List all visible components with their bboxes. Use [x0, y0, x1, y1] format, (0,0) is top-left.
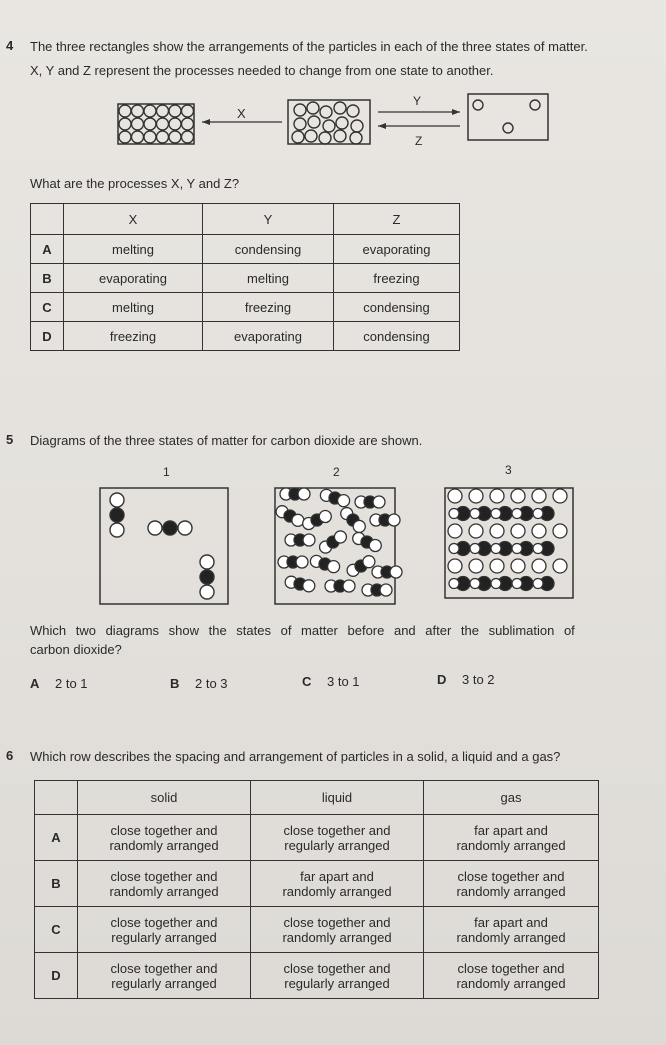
option-letter: B [170, 676, 180, 691]
table-cell: close together and randomly arranged [424, 953, 599, 999]
option-letter[interactable]: C [31, 293, 64, 322]
table-cell: freezing [334, 264, 460, 293]
diagram-2-molecules [276, 488, 402, 596]
table-row [35, 861, 599, 907]
table-cell: far apart and randomly arranged [424, 815, 599, 861]
question-4-number: 4 [6, 38, 14, 53]
option-letter[interactable]: B [35, 861, 78, 907]
table-cell: melting [64, 235, 203, 264]
table-cell: close together and randomly arranged [424, 861, 599, 907]
table-cell: close together and randomly arranged [78, 815, 251, 861]
diagram-2-label: 2 [333, 465, 340, 479]
carbon-dioxide-states-diagram [95, 480, 585, 610]
question-4-line2: X, Y and Z represent the processes needed to change from one state to another. [30, 63, 494, 78]
option-d[interactable] [437, 672, 495, 687]
option-text: 2 to 1 [55, 676, 88, 691]
header-y: Y [203, 204, 334, 235]
label-y: Y [413, 94, 422, 108]
table-cell: evaporating [64, 264, 203, 293]
table-cell: melting [203, 264, 334, 293]
question-6-number: 6 [6, 748, 14, 763]
question-4-table [30, 203, 460, 351]
option-letter: C [302, 674, 312, 689]
diagram-3-label: 3 [505, 463, 512, 477]
diagram-3-molecules [448, 489, 567, 591]
question-4-prompt: What are the processes X, Y and Z? [30, 176, 240, 191]
option-letter: D [437, 672, 447, 687]
question-5-number: 5 [6, 432, 14, 447]
label-x: X [237, 106, 246, 121]
label-z: Z [415, 134, 423, 148]
table-row [31, 322, 460, 351]
option-letter[interactable]: B [31, 264, 64, 293]
table-cell: close together and randomly arranged [78, 861, 251, 907]
table-cell: melting [64, 293, 203, 322]
option-text: 3 to 2 [462, 672, 495, 687]
option-letter[interactable]: D [31, 322, 64, 351]
liquid-particles [292, 102, 363, 144]
option-c[interactable] [302, 674, 360, 689]
option-a[interactable] [30, 676, 88, 691]
question-6-prompt: Which row describes the spacing and arrangement of particles in a solid, a liquid and a gas? [30, 749, 561, 764]
diagram-1-label: 1 [163, 465, 170, 479]
option-text: 3 to 1 [327, 674, 360, 689]
option-letter: A [30, 676, 40, 691]
table-cell: far apart and randomly arranged [251, 861, 424, 907]
option-letter[interactable]: A [31, 235, 64, 264]
table-cell: freezing [203, 293, 334, 322]
table-row [31, 235, 460, 264]
table-cell: far apart and randomly arranged [424, 907, 599, 953]
gas-particles [473, 100, 540, 133]
question-6-table [34, 780, 599, 999]
table-cell: condensing [334, 322, 460, 351]
table-cell: close together and regularly arranged [251, 815, 424, 861]
table-cell: condensing [203, 235, 334, 264]
states-arrangement-diagram [110, 88, 560, 158]
header-x: X [64, 204, 203, 235]
table-row [31, 264, 460, 293]
option-b[interactable] [170, 676, 228, 691]
option-text: 2 to 3 [195, 676, 228, 691]
header-liquid: liquid [251, 781, 424, 815]
table-cell: close together and randomly arranged [251, 907, 424, 953]
option-letter[interactable]: C [35, 907, 78, 953]
table-cell: evaporating [334, 235, 460, 264]
question-4-line1: The three rectangles show the arrangements of the particles in each of the three states of matter. [30, 39, 588, 54]
table-cell: freezing [64, 322, 203, 351]
table-cell: condensing [334, 293, 460, 322]
header-gas: gas [424, 781, 599, 815]
diagram-1-molecules [110, 493, 214, 599]
header-z: Z [334, 204, 460, 235]
table-row [31, 293, 460, 322]
table-row [35, 815, 599, 861]
table-cell: close together and regularly arranged [251, 953, 424, 999]
table-cell: close together and regularly arranged [78, 953, 251, 999]
option-letter[interactable]: A [35, 815, 78, 861]
table-row [35, 907, 599, 953]
header-solid: solid [78, 781, 251, 815]
option-letter[interactable]: D [35, 953, 78, 999]
solid-particles [119, 105, 194, 143]
question-5-line2: carbon dioxide? [30, 642, 122, 657]
table-row [35, 953, 599, 999]
question-5-line1: Which two diagrams show the states of matter before and after the sublimation of [30, 623, 575, 638]
table-cell: evaporating [203, 322, 334, 351]
table-cell: close together and regularly arranged [78, 907, 251, 953]
question-5-intro: Diagrams of the three states of matter for carbon dioxide are shown. [30, 433, 423, 448]
